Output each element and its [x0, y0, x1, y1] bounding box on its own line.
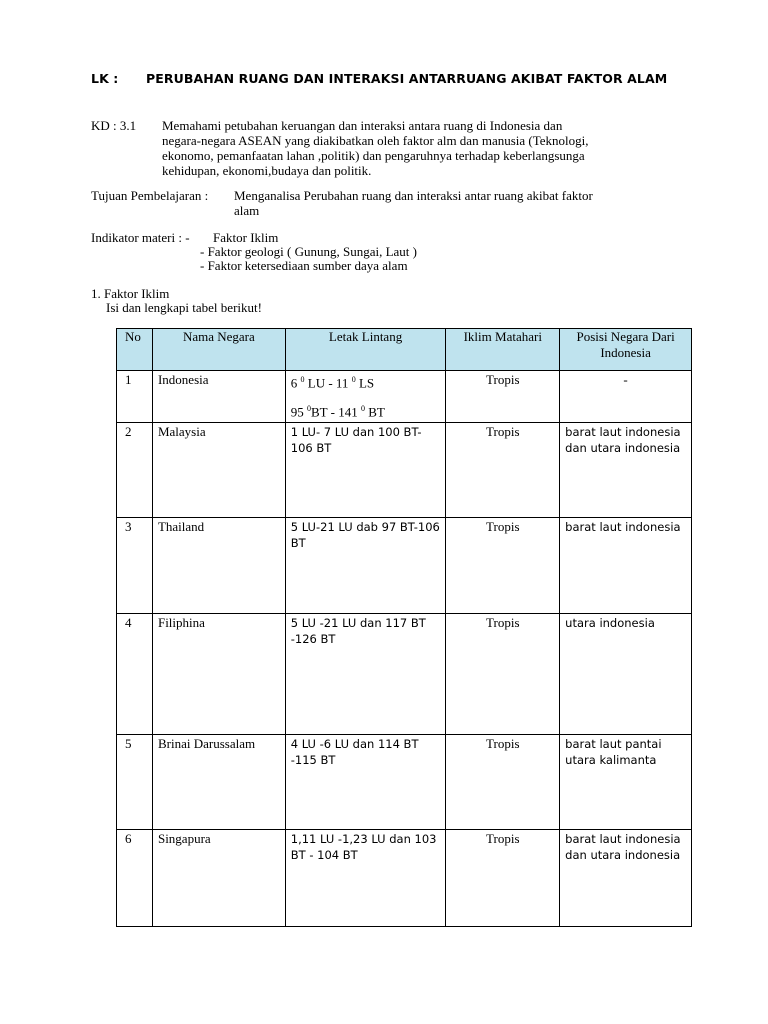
cell-negara: Singapura [152, 830, 285, 927]
table-row [117, 735, 692, 830]
header-letak-lintang: Letak Lintang [285, 329, 446, 371]
section-instruction: Isi dan lengkapi tabel berikut! [106, 300, 262, 315]
cell-no: 6 [117, 830, 153, 927]
kd-text: Memahami petubahan keruangan dan interaksi antara ruang di Indonesia dan negara-negara ASEAN yang diakibatkan oleh faktor alm dan manusia (Teknologi, ekonomo, pemanfaatan lahan ,politik) dan pengaruhnya terhadap keberlangsunga kehidupan, ekonomi,budaya dan politik. [162, 118, 589, 178]
indikator-label: Indikator materi : - [91, 230, 190, 245]
cell-no: 5 [117, 735, 153, 830]
cell-lintang: 5 LU -21 LU dan 117 BT -126 BT [285, 614, 446, 735]
cell-iklim: Tropis [446, 371, 560, 423]
degree-sup: 0 [300, 375, 305, 384]
table-row [117, 614, 692, 735]
lintang-value: LS [358, 375, 375, 391]
lintang-line [291, 372, 441, 391]
cell-posisi: barat laut indonesia dan utara indonesia [560, 830, 692, 927]
kd-label: KD : 3.1 [91, 118, 137, 133]
indikator-item: Faktor Iklim [213, 230, 279, 245]
cell-lintang: 1 LU- 7 LU dan 100 BT- 106 BT [285, 423, 446, 518]
cell-negara: Brinai Darussalam [152, 735, 285, 830]
lintang-value: LU - 11 [307, 375, 349, 391]
table-row [117, 518, 692, 614]
cell-no: 3 [117, 518, 153, 614]
indikator-item: - Faktor ketersediaan sumber daya alam [200, 258, 408, 273]
degree-sup: 0 [307, 404, 311, 414]
tujuan-text: Menganalisa Perubahan ruang dan interaksi antar ruang akibat faktor alam [234, 188, 593, 218]
table-row [117, 371, 692, 423]
lintang-value: 6 [290, 375, 298, 391]
cell-lintang: 4 LU -6 LU dan 114 BT -115 BT [285, 735, 446, 830]
cell-no: 1 [117, 371, 153, 423]
worksheet-title [91, 71, 691, 86]
cell-iklim: Tropis [446, 518, 560, 614]
header-iklim-matahari: Iklim Matahari [446, 329, 560, 371]
header-posisi-negara: Posisi Negara Dari Indonesia [560, 329, 692, 371]
cell-posisi: utara indonesia [560, 614, 692, 735]
cell-iklim: Tropis [446, 614, 560, 735]
degree-sup: 0 [360, 404, 365, 414]
bujur-value: BT [368, 404, 385, 420]
cell-iklim: Tropis [446, 423, 560, 518]
table-header-row [117, 329, 692, 371]
bujur-line [291, 401, 441, 420]
tujuan-label: Tujuan Pembelajaran : [91, 188, 209, 203]
cell-negara: Thailand [152, 518, 285, 614]
cell-posisi: barat laut indonesia [560, 518, 692, 614]
section-faktor-iklim [91, 286, 262, 315]
cell-posisi: barat laut indonesia dan utara indonesia [560, 423, 692, 518]
title-text: PERUBAHAN RUANG DAN INTERAKSI ANTARRUANG AKIBAT FAKTOR ALAM [146, 71, 668, 86]
cell-iklim: Tropis [446, 735, 560, 830]
cell-negara: Filiphina [152, 614, 285, 735]
table-row [117, 830, 692, 927]
degree-sup: 0 [351, 375, 356, 384]
cell-negara: Indonesia [152, 371, 285, 423]
header-no: No [117, 329, 153, 371]
cell-no: 2 [117, 423, 153, 518]
cell-lintang: 5 LU-21 LU dab 97 BT-106 BT [285, 518, 446, 614]
lk-label: LK : [91, 71, 119, 86]
cell-lintang: 1,11 LU -1,23 LU dan 103 BT - 104 BT [285, 830, 446, 927]
section-heading: 1. Faktor Iklim [91, 286, 170, 301]
table-row [117, 423, 692, 518]
indikator-item: - Faktor geologi ( Gunung, Sungai, Laut ) [200, 244, 417, 259]
cell-lintang [285, 371, 446, 423]
cell-posisi: - [560, 371, 692, 423]
bujur-value: BT - 141 [311, 404, 358, 420]
bujur-value: 95 [290, 404, 304, 420]
cell-posisi: barat laut pantai utara kalimanta [560, 735, 692, 830]
cell-negara: Malaysia [152, 423, 285, 518]
country-table [116, 328, 692, 927]
header-nama-negara: Nama Negara [152, 329, 285, 371]
cell-iklim: Tropis [446, 830, 560, 927]
cell-no: 4 [117, 614, 153, 735]
